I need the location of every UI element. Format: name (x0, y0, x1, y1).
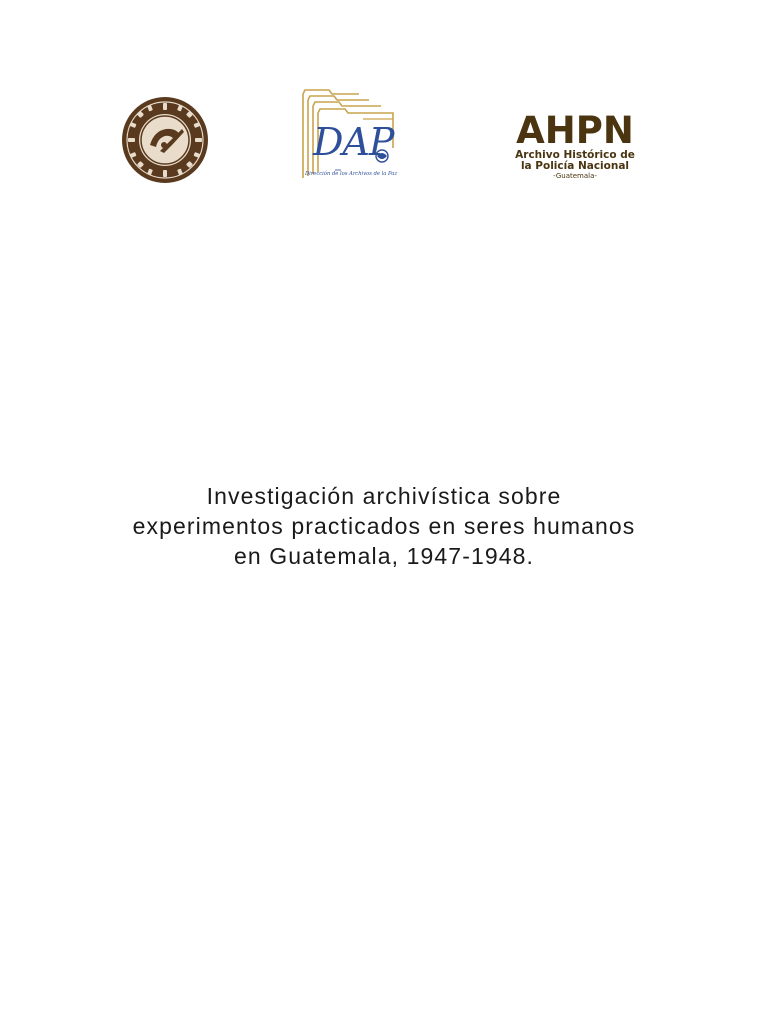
ahpn-logo-subtitle-1: Archivo Histórico de (515, 149, 635, 161)
dap-logo-tagline: Dirección de los Archivos de la Paz (305, 171, 398, 177)
dap-logo-text: DAP (313, 120, 394, 164)
seal-logo (120, 95, 210, 185)
ahpn-logo-title: AHPN (516, 109, 634, 152)
document-title-line-2: experimentos practicados en seres humanos (132, 513, 636, 539)
document-title-line-3: en Guatemala, 1947-1948. (233, 543, 535, 569)
round-seal-emblem-icon (120, 95, 210, 185)
document-title (84, 481, 684, 571)
ahpn-logo-subtitle-3: -Guatemala- (553, 172, 597, 180)
ahpn-logo-subtitle-2: la Policía Nacional (520, 160, 630, 172)
ahpn-logo (504, 109, 646, 184)
dap-logo (295, 86, 400, 186)
document-title-line-1: Investigación archivística sobre (206, 483, 562, 509)
